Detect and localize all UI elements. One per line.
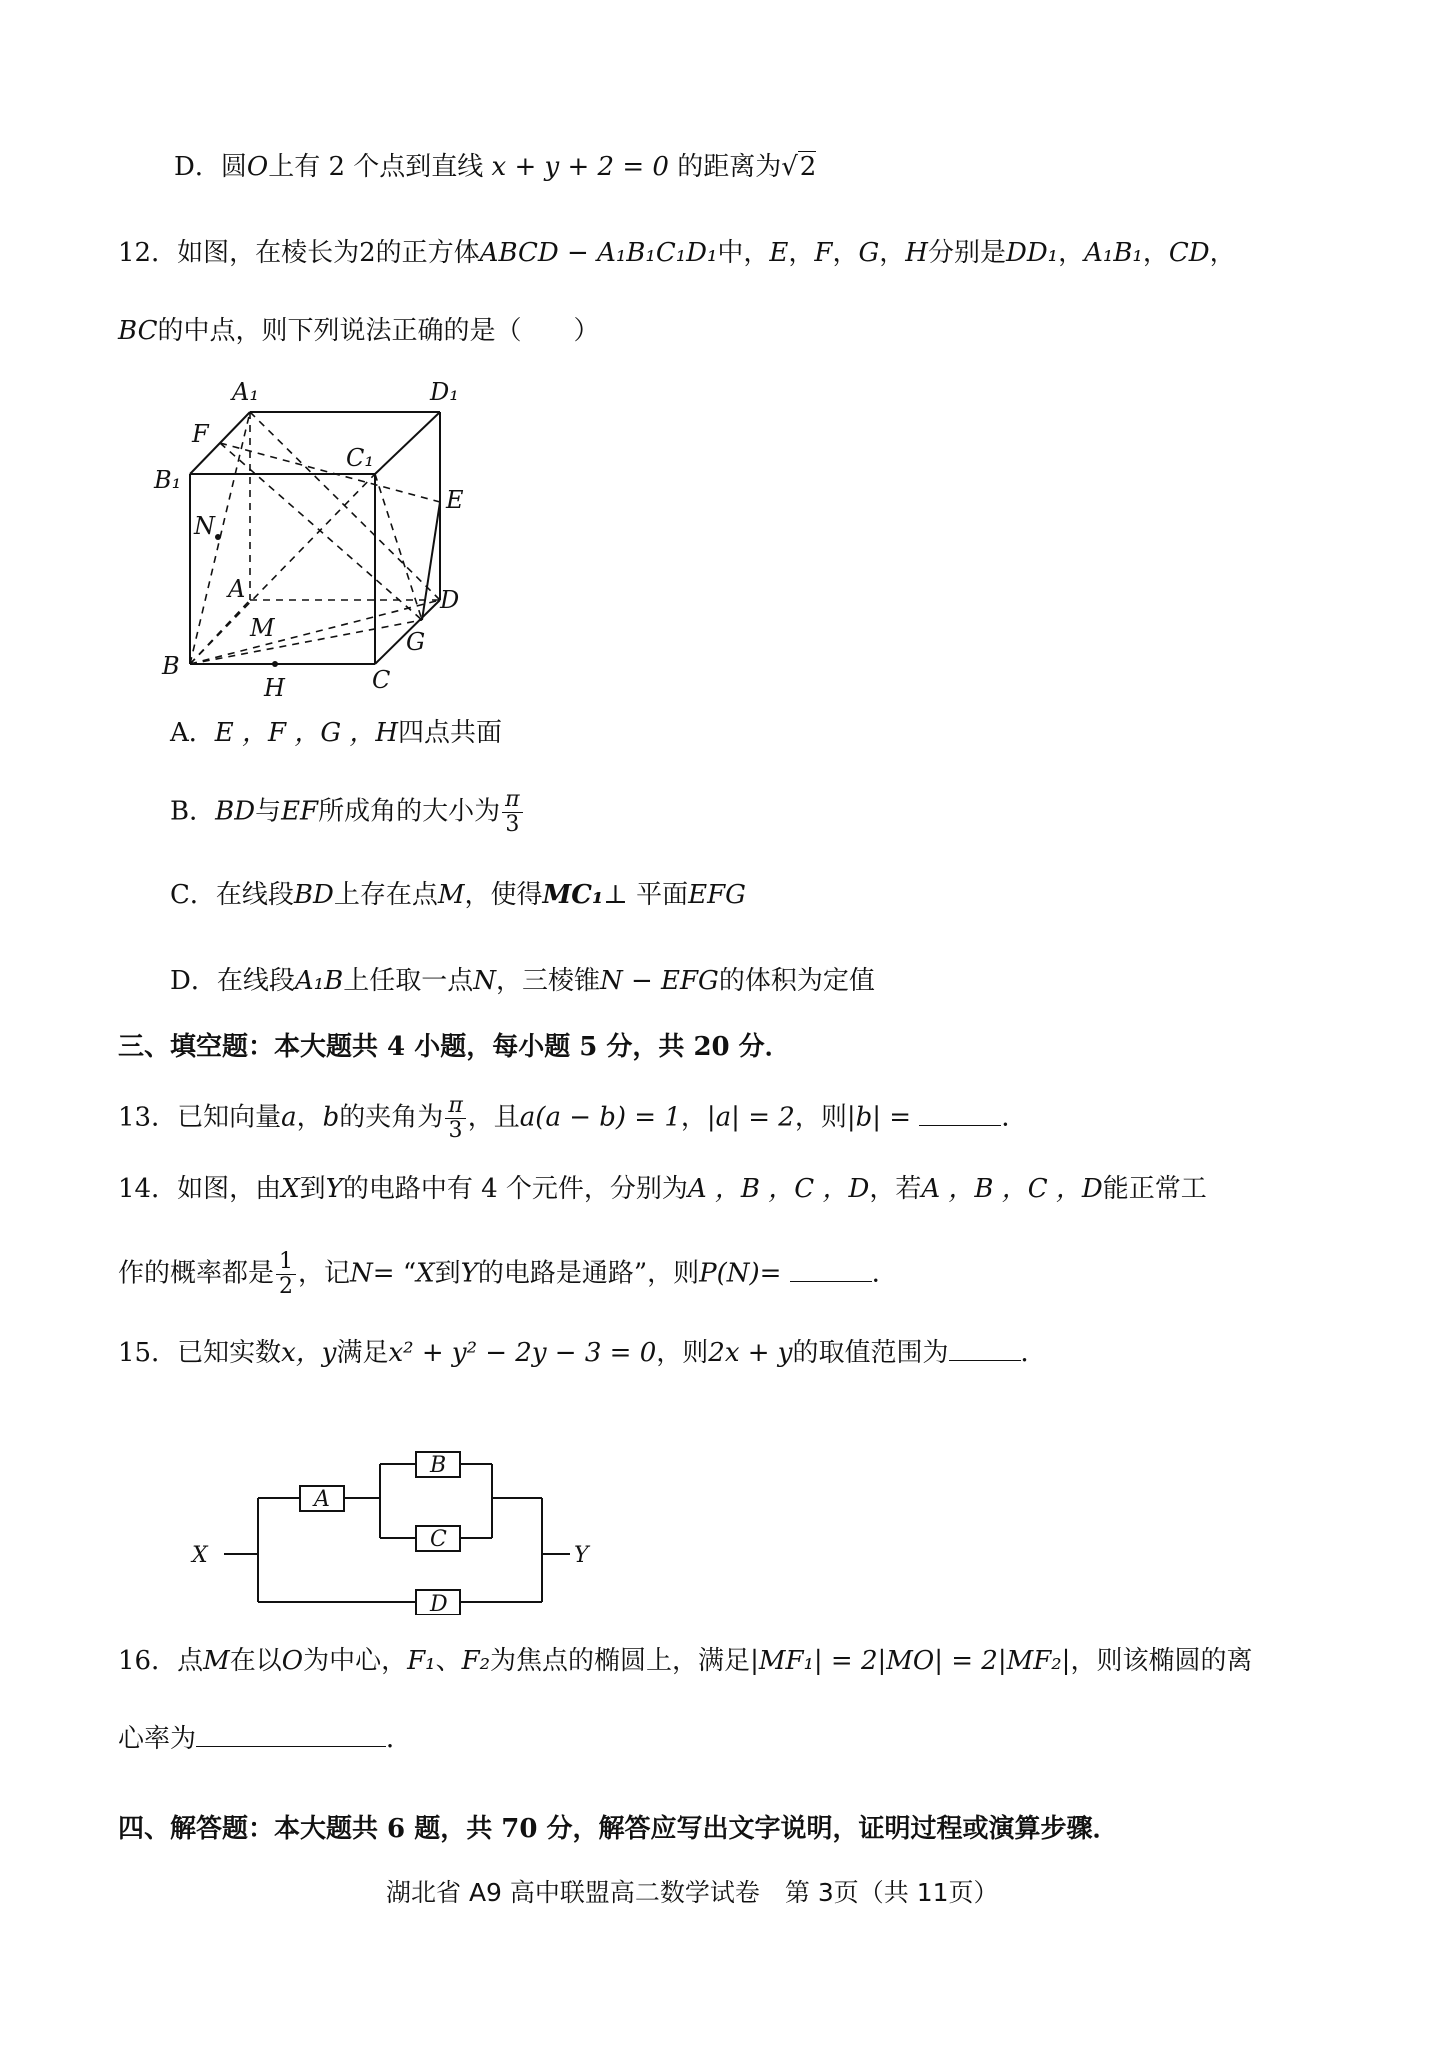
q11-option-d: D．圆O上有 2 个点到直线 x + y + 2 = 0 的距离为√2 bbox=[174, 152, 817, 182]
answer-blank[interactable] bbox=[949, 1338, 1021, 1361]
label-d1: D₁ bbox=[430, 378, 459, 406]
q13: 13．已知向量a，b的夹角为 $\frac{\pi}{3}$ ，且a(a − b) = 1，|a| = 2，则|b| = ． bbox=[118, 1093, 1028, 1143]
section-4-header: 四、解答题：本大题共 6 题，共 70 分，解答应写出文字说明，证明过程或演算步骤． bbox=[118, 1814, 1119, 1844]
q12-option-b: B．BD与EF所成角的大小为 $\frac{\pi}{3}$ bbox=[170, 788, 525, 837]
q14-line2: 作的概率都是 $\frac{1}{2}$ ，记N= “X到Y的电路是通路”，则P(N)= ． bbox=[118, 1249, 898, 1299]
label-h: H bbox=[264, 674, 285, 702]
label-f: F bbox=[192, 420, 209, 448]
q14-line1: 14．如图，由X到Y的电路中有 4 个元件，分别为A ，B ，C ，D，若A ，B ，C ，D能正常工 bbox=[118, 1174, 1207, 1204]
q12-option-d: D．在线段A₁B上任取一点N，三棱锥N − EFG的体积为定值 bbox=[170, 966, 875, 996]
q16-line1: 16．点M在以O为中心，F₁、F₂为焦点的椭圆上，满足|MF₁| = 2|MO| = 2|MF₂|，则该椭圆的离 bbox=[118, 1646, 1253, 1676]
q12-stem-line1: 12．如图，在棱长为2的正方体ABCD − A₁B₁C₁D₁中，E，F，G，H分别是DD₁，A₁B₁，CD， bbox=[118, 238, 1236, 268]
page-footer: 湖北省 A9 高中联盟高二数学试卷 第 3页（共 11页） bbox=[386, 1878, 999, 1907]
q16-line2: 心率为 ． bbox=[118, 1724, 413, 1754]
label-a: A bbox=[228, 575, 246, 603]
answer-blank[interactable] bbox=[790, 1259, 872, 1282]
label-b1: B₁ bbox=[154, 466, 182, 494]
q12-option-c: C．在线段BD上存在点M，使得MC₁⊥ 平面EFG bbox=[170, 880, 746, 910]
fraction-pi-3: $\frac{\pi}{3}$ bbox=[445, 1094, 465, 1143]
fraction-pi-3: $\frac{\pi}{3}$ bbox=[502, 788, 522, 837]
label-m: M bbox=[250, 614, 275, 642]
label-d: D bbox=[440, 586, 460, 614]
q12-stem-line2: BC的中点，则下列说法正确的是（ ） bbox=[118, 316, 600, 346]
label-b: B bbox=[162, 652, 180, 680]
circuit-label-a: A bbox=[314, 1487, 330, 1512]
fraction-1-2: $\frac{1}{2}$ bbox=[276, 1250, 296, 1299]
cube-figure bbox=[140, 372, 480, 702]
label-c1: C₁ bbox=[346, 444, 374, 472]
section-3-header: 三、填空题：本大题共 4 小题，每小题 5 分，共 20 分． bbox=[118, 1032, 791, 1062]
label-a1: A₁ bbox=[232, 378, 259, 406]
answer-blank[interactable] bbox=[919, 1103, 1001, 1126]
label-n: N bbox=[194, 512, 215, 540]
label-e: E bbox=[446, 486, 464, 514]
circuit-label-x: X bbox=[192, 1543, 208, 1568]
label-c: C bbox=[372, 666, 391, 694]
circuit-diagram bbox=[180, 1430, 620, 1615]
answer-blank[interactable] bbox=[196, 1724, 386, 1747]
circuit-label-d: D bbox=[430, 1592, 448, 1615]
circuit-label-b: B bbox=[430, 1453, 447, 1478]
circuit-label-c: C bbox=[430, 1527, 447, 1552]
label-g: G bbox=[406, 628, 426, 656]
q15: 15．已知实数x，y满足x² + y² − 2y − 3 = 0，则2x + y的取值范围为 ． bbox=[118, 1338, 1047, 1368]
q12-option-a: A．E ，F ，G ，H四点共面 bbox=[170, 718, 503, 748]
circuit-label-y: Y bbox=[574, 1543, 589, 1568]
